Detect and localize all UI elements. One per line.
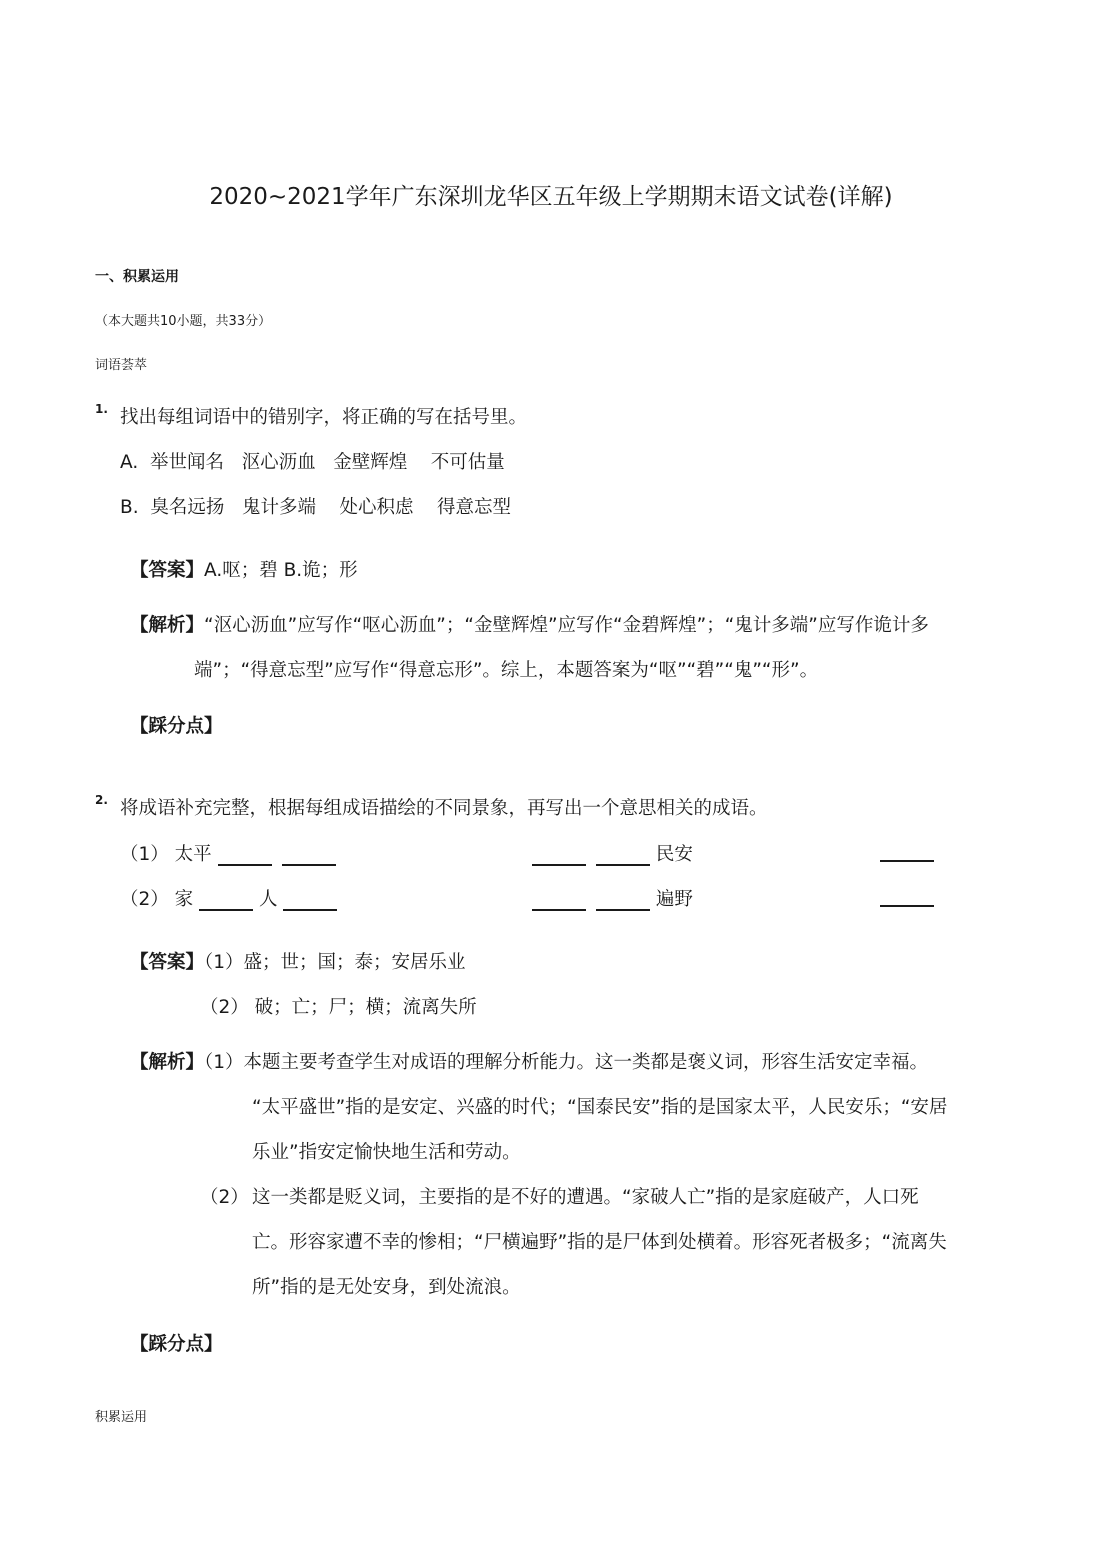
blank[interactable] (218, 844, 272, 866)
answer-text: A.呕；碧 B.诡；形 (204, 560, 358, 581)
blank[interactable] (596, 844, 650, 866)
question-2-analysis-line-3: 乐业”指安定愉快地生活和劳动。 (252, 1142, 521, 1163)
analysis-label: 【解析】 (130, 615, 205, 636)
row-1-lead-word: 太平 (174, 844, 212, 865)
question-1-option-b: B. 臭名远扬 鬼计多端 处心积虑 得意忘型 (120, 497, 512, 518)
question-1-analysis-line-2: 端”；“得意忘型”应写作“得意忘形”。综上，本题答案为“呕”“碧”“鬼”“形”。 (194, 660, 819, 681)
blank[interactable] (880, 840, 934, 862)
blank[interactable] (532, 889, 586, 911)
answer-label: 【答案】 (130, 952, 205, 973)
blank[interactable] (596, 889, 650, 911)
question-2-number: 2. (95, 793, 108, 807)
question-2-row-1-mid (532, 840, 693, 866)
blank[interactable] (532, 844, 586, 866)
answer-text-1: （1）盛；世；国；泰；安居乐业 (204, 952, 466, 973)
question-2-analysis-part-2-line-2: 亡。形容家遭不幸的惨相；“尸横遍野”指的是尸体到处横着。形容死者极多；“流离失 (252, 1232, 947, 1253)
question-1-points: 【踩分点】 (130, 716, 223, 737)
blank[interactable] (880, 885, 934, 907)
question-2-analysis-part-2-index: （2） (200, 1187, 249, 1208)
question-2-answer (130, 948, 466, 974)
analysis-text: “沤心沥血”应写作“呕心沥血”；“金壁辉煌”应写作“金碧辉煌”；“鬼计多端”应写作诡计多 (204, 615, 929, 636)
question-2-points: 【踩分点】 (130, 1334, 223, 1355)
question-1-option-a: A. 举世闻名 沤心沥血 金壁辉煌 不可估量 (120, 452, 505, 473)
section-heading: 一、积累运用 (95, 269, 179, 285)
footer-category: 积累运用 (95, 1410, 148, 1425)
blank[interactable] (282, 844, 336, 866)
answer-label: 【答案】 (130, 560, 205, 581)
row-2-index: （2） (120, 889, 169, 910)
question-2-analysis-part-2-line-3: 所”指的是无处安身，到处流浪。 (252, 1277, 521, 1298)
question-2-row-2-answer (880, 885, 934, 907)
question-2-row-1-lead (120, 840, 336, 866)
analysis-label: 【解析】 (130, 1052, 205, 1073)
row-1-index: （1） (120, 844, 169, 865)
question-2-row-2-lead (120, 885, 337, 911)
section-category: 词语荟萃 (95, 358, 148, 373)
question-2-row-1-answer (880, 840, 934, 862)
blank[interactable] (283, 889, 337, 911)
row-2-lead-char: 家 (174, 889, 194, 910)
question-2-answer-2: （2） 破；亡；尸；横；流离失所 (200, 997, 477, 1018)
section-subheading: （本大题共10小题，共33分） (95, 314, 272, 329)
question-1-number: 1. (95, 402, 108, 416)
question-1-analysis-line-1 (130, 611, 929, 637)
row-2-mid-word: 遍野 (655, 889, 693, 910)
question-2-stem: 将成语补充完整，根据每组成语描绘的不同景象，再写出一个意思相关的成语。 (120, 798, 768, 819)
question-2-analysis-part-2-line-1: 这一类都是贬义词，主要指的是不好的遭遇。“家破人亡”指的是家庭破产，人口死 (252, 1187, 919, 1208)
analysis-text: （1）本题主要考查学生对成语的理解分析能力。这一类都是褒义词，形容生活安定幸福。 (204, 1052, 929, 1073)
row-1-mid-word: 民安 (655, 844, 693, 865)
question-2-row-2-mid (532, 885, 693, 911)
page-title: 2020~2021学年广东深圳龙华区五年级上学期期末语文试卷(详解) (209, 184, 893, 210)
question-2-analysis-line-1 (130, 1048, 928, 1074)
question-1-stem: 找出每组词语中的错别字，将正确的写在括号里。 (120, 407, 528, 428)
question-2-analysis-line-2: “太平盛世”指的是安定、兴盛的时代；“国泰民安”指的是国家太平，人民安乐；“安居 (252, 1097, 948, 1118)
blank[interactable] (199, 889, 253, 911)
question-1-answer (130, 556, 358, 582)
row-2-mid-char: 人 (258, 889, 278, 910)
